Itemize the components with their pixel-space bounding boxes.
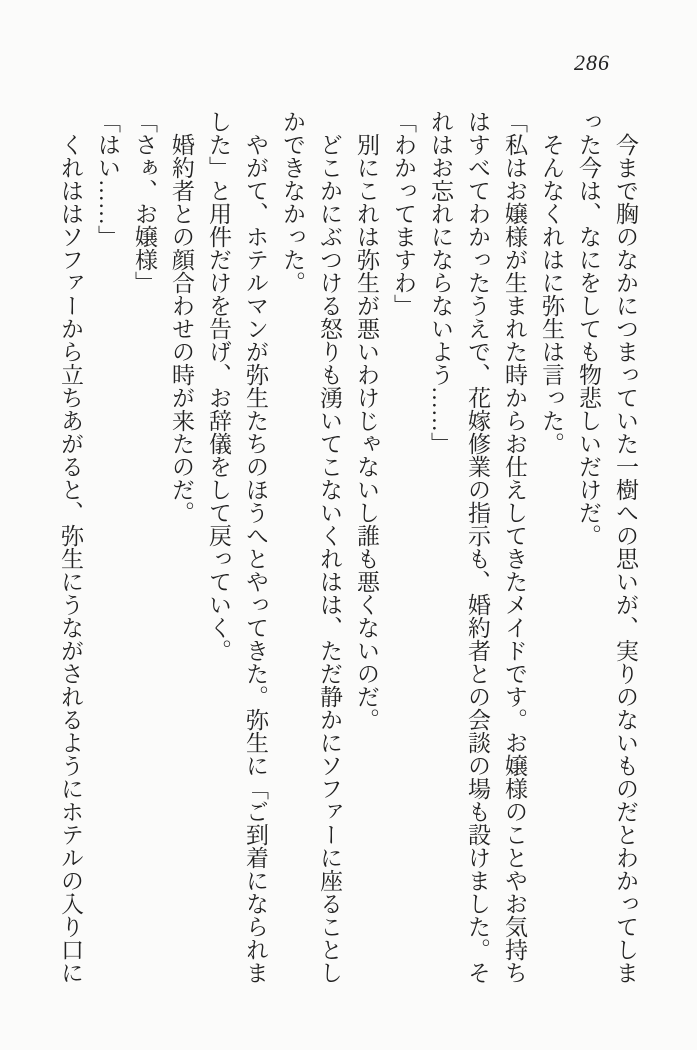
page-text [52,110,644,988]
paragraph-dialogue: 「さぁ、お嬢様」 [132,110,157,294]
paragraph-dialogue: 「私はお嬢様が生まれた時からお仕えしてきたメイドです。お嬢様のことやお気持ちはすべてわかったうえで、花嫁修業の指示も、婚約者との会談の場も設けました。それはお忘れにならないよう……」 [428,110,527,984]
paragraph: やがて、ホテルマンが弥生たちのほうへとやってきた。弥生に「ご到着になられました」と用件だけを告げ、お辞儀をして戻っていく。 [206,110,268,984]
paragraph: くれははソファーから立ちあがると、弥生にうながされるようにホテルの入り口に [58,133,83,984]
paragraph-dialogue: 「わかってますわ」 [391,110,416,317]
paragraph: 今まで胸のなかにつまっていた一樹への思いが、実りのないものだとわかってしまった今は、なにをしても物悲しいだけだ。 [576,110,638,984]
paragraph: どこかにぶつける怒りも湧いてこないくれはは、ただ静かにソファーに座ることしかできなかった。 [280,110,342,984]
paragraph-dialogue: 「はい……」 [95,110,120,248]
paragraph: 婚約者との顔合わせの時が来たのだ。 [169,133,194,524]
page-number: 286 [574,50,610,75]
paragraph: そんなくれはに弥生は言った。 [539,133,564,455]
paragraph: 別にこれは弥生が悪いわけじゃないし誰も悪くないのだ。 [354,133,379,731]
